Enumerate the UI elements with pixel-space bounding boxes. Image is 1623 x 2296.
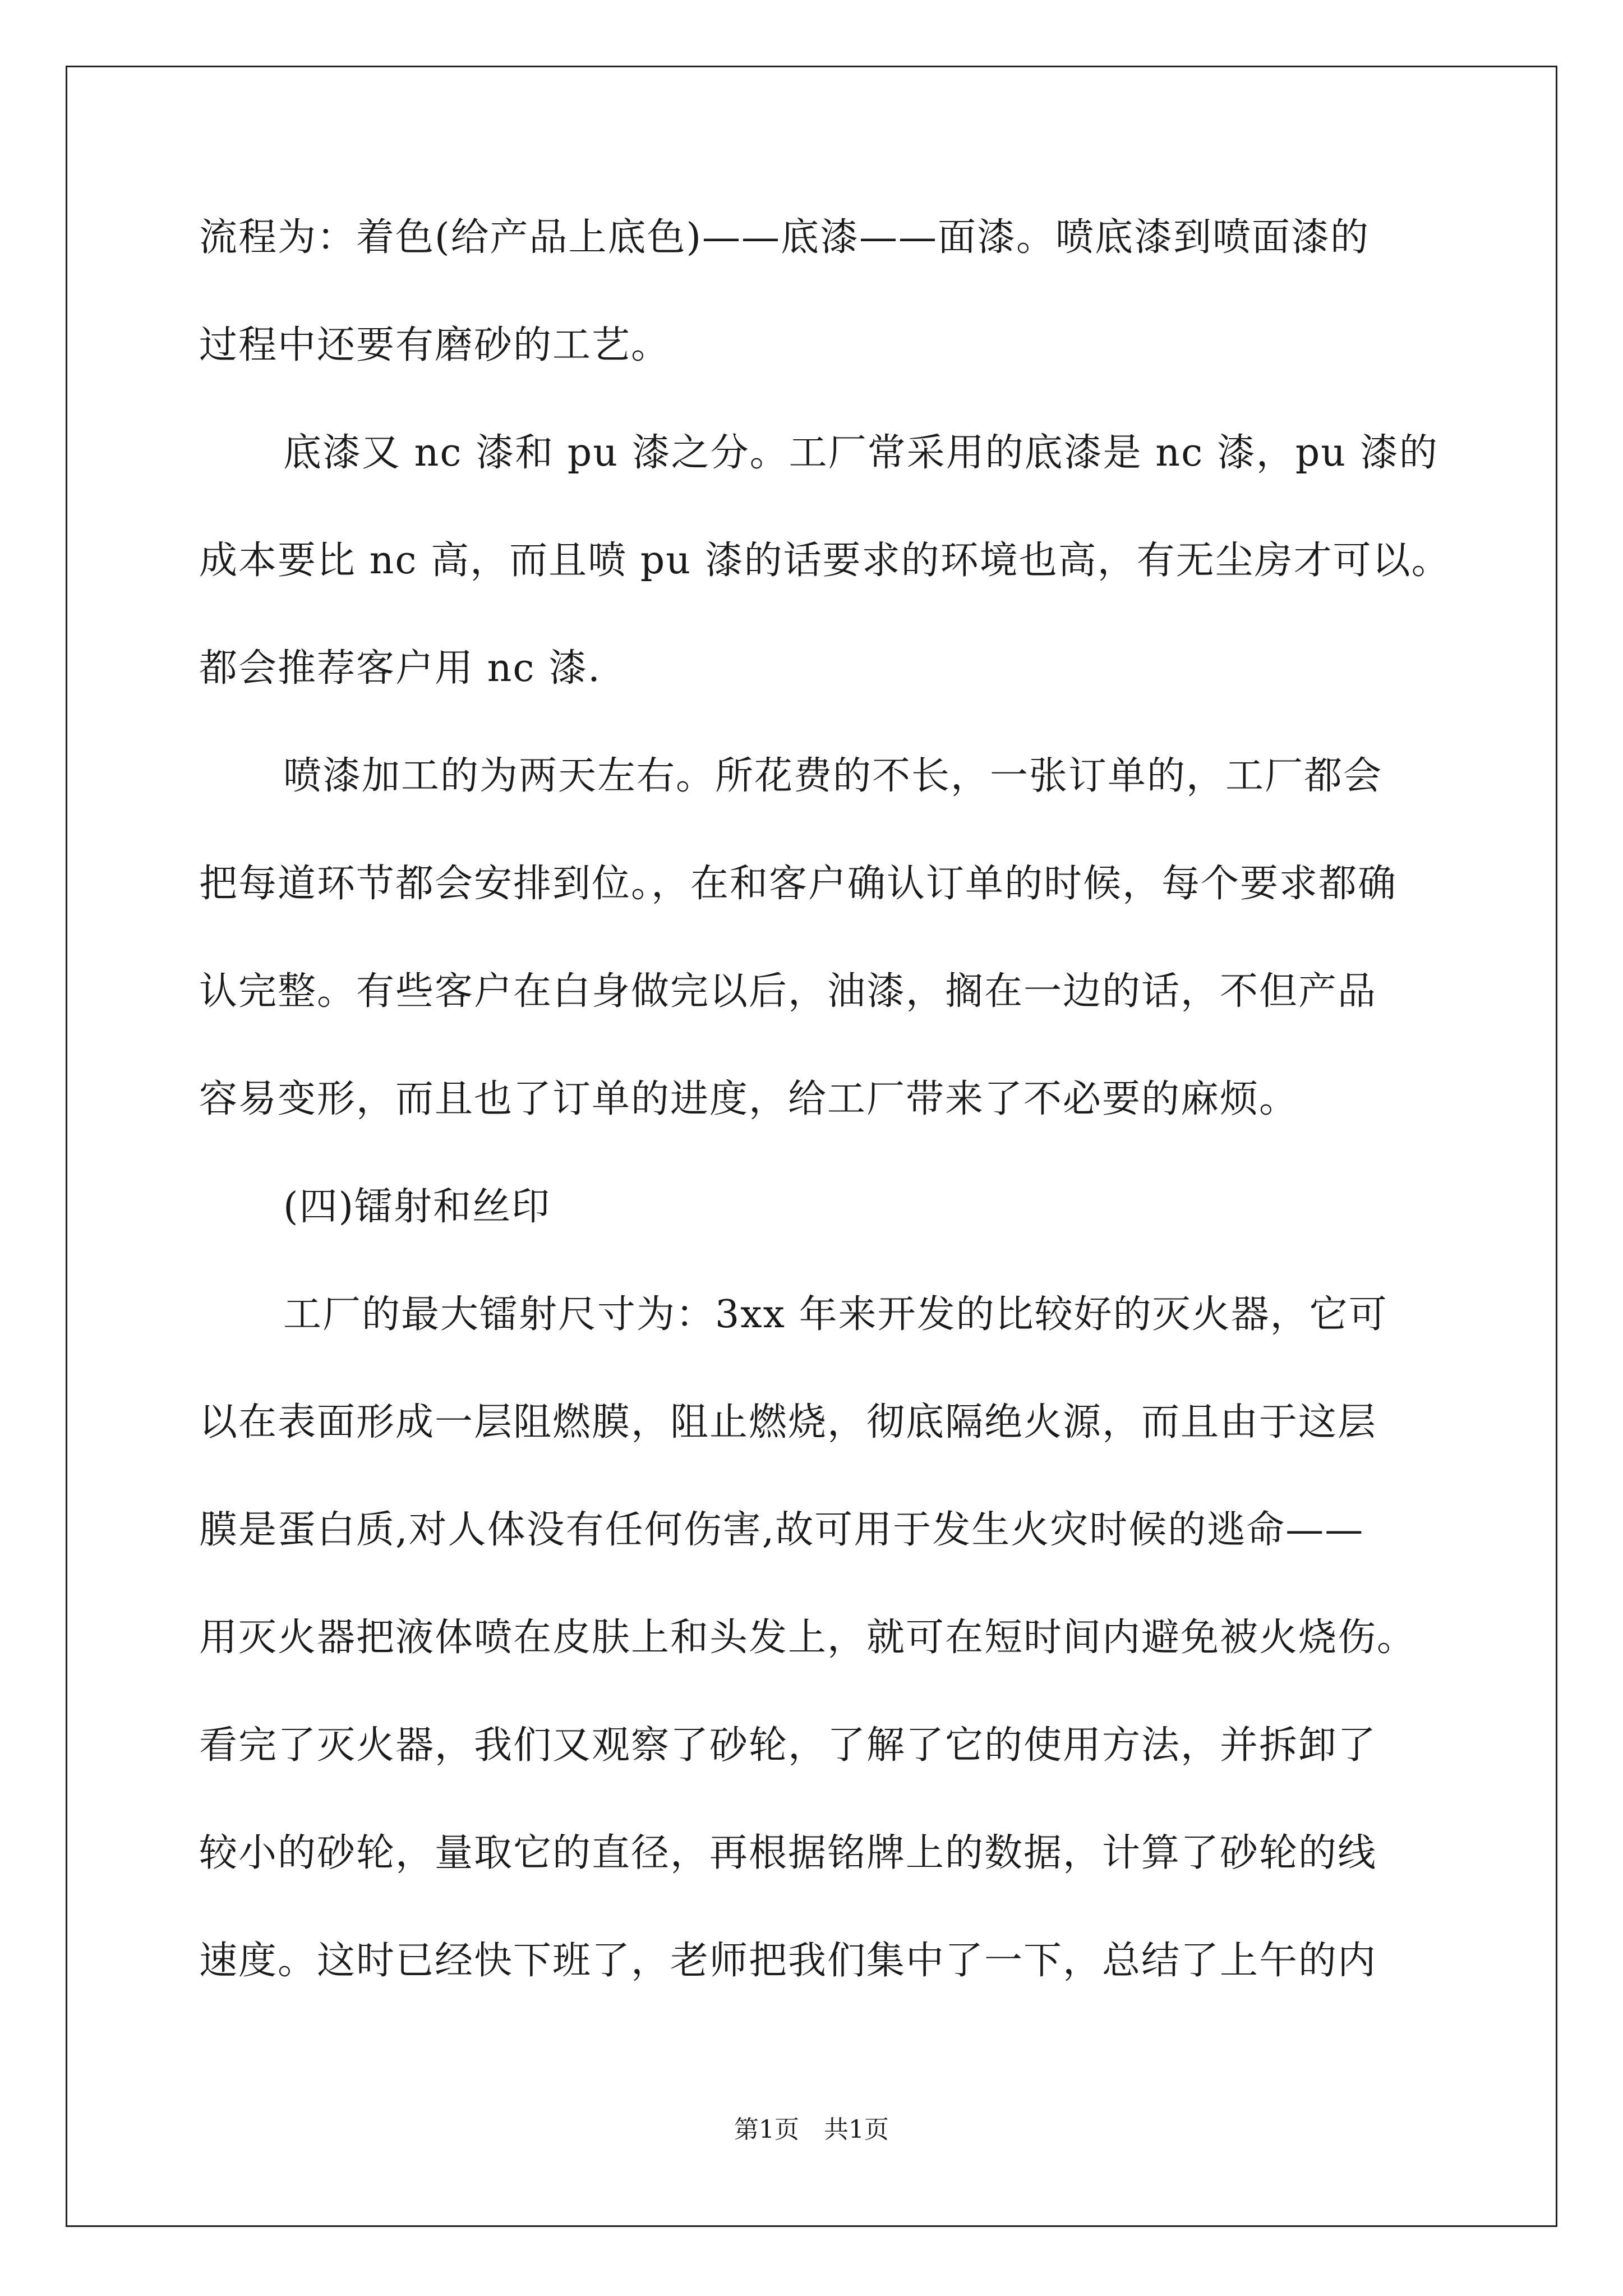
text-line: 认完整。有些客户在白身做完以后，油漆，搁在一边的话，不但产品: [199, 969, 1377, 1014]
text-line: 膜是蛋白质,对人体没有任何伤害,故可用于发生火灾时候的逃命——: [199, 1508, 1364, 1552]
page-number-footer: 第1页 共1页: [734, 2115, 889, 2144]
text-line: 工厂的最大镭射尺寸为：3xx 年来开发的比较好的灭火器，它可: [283, 1292, 1388, 1337]
text-line: 过程中还要有磨砂的工艺。: [199, 323, 671, 367]
text-line: 以在表面形成一层阻燃膜，阻止燃烧，彻底隔绝火源，而且由于这层: [199, 1400, 1377, 1444]
text-line: 成本要比 nc 高，而且喷 pu 漆的话要求的环境也高，有无尘房才可以。: [199, 539, 1451, 583]
text-line: 喷漆加工的为两天左右。所花费的不长，一张订单的，工厂都会: [283, 754, 1383, 798]
text-line: 把每道环节都会安排到位。，在和客户确认订单的时候，每个要求都确: [199, 862, 1398, 906]
text-line: 容易变形，而且也了订单的进度，给工厂带来了不必要的麻烦。: [199, 1077, 1299, 1121]
text-line: 用灭火器把液体喷在皮肤上和头发上，就可在短时间内避免被火烧伤。: [199, 1616, 1417, 1660]
text-line: 看完了灭火器，我们又观察了砂轮，了解了它的使用方法，并拆卸了: [199, 1723, 1377, 1768]
text-line: 底漆又 nc 漆和 pu 漆之分。工厂常采用的底漆是 nc 漆，pu 漆的: [283, 431, 1438, 475]
text-line: 速度。这时已经快下班了，老师把我们集中了一下，总结了上午的内: [199, 1939, 1377, 1983]
section-heading: (四)镭射和丝印: [283, 1185, 551, 1229]
text-line: 都会推荐客户用 nc 漆.: [199, 646, 601, 691]
text-line: 流程为：着色(给产品上底色)——底漆——面漆。喷底漆到喷面漆的: [199, 215, 1370, 260]
document-body: [199, 215, 1451, 2050]
text-line: 较小的砂轮，量取它的直径，再根据铭牌上的数据，计算了砂轮的线: [199, 1831, 1377, 1875]
